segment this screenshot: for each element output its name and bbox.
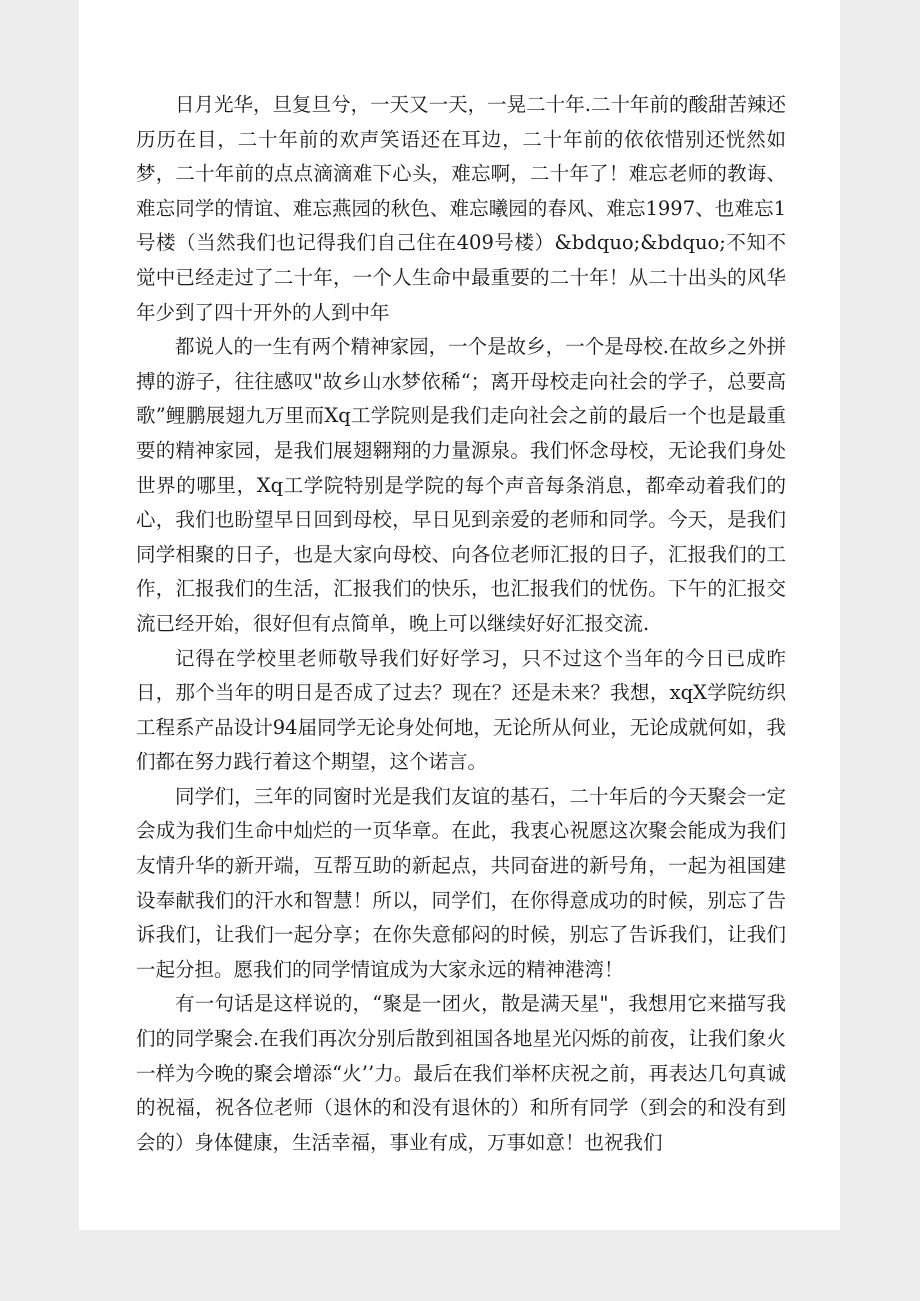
paragraph-5: 有一句话是这样说的，“聚是一团火，散是满天星"，我想用它来描写我们的同学聚会.在我们再次分别后散到祖国各地星光闪烁的前夜，让我们象火一样为今晚的聚会增添“火’’力。最后在我们举杯庆祝之前，再表达几句真诚的祝福，祝各位老师（退休的和没有退休的）和所有同学（到会的和没有到会的）身体健康，生活幸福，事业有成，万事如意！也祝我们 bbox=[136, 992, 786, 1154]
paragraph-4: 同学们，三年的同窗时光是我们友谊的基石，二十年后的今天聚会一定会成为我们生命中灿烂的一页华章。在此，我衷心祝愿这次聚会能成为我们友情升华的新开端，互帮互助的新起点，共同奋进的新号角，一起为祖国建设奉献我们的汗水和智慧！所以，同学们，在你得意成功的时候，别忘了告诉我们，让我们一起分享；在你失意郁闷的时候，别忘了告诉我们，让我们一起分担。愿我们的同学情谊成为大家永远的精神港湾！ bbox=[136, 784, 786, 981]
paragraph-3: 记得在学校里老师敬导我们好好学习，只不过这个当年的今日已成昨日，那个当年的明日是否成了过去？现在？还是未来？我想，xqX学院纺织工程系产品设计94届同学无论身处何地，无论所从何业，无论成就何如，我们都在努力践行着这个期望，这个诺言。 bbox=[136, 646, 786, 774]
document-page bbox=[79, 0, 840, 1230]
document-body bbox=[136, 88, 786, 1160]
paragraph-2: 都说人的一生有两个精神家园，一个是故乡，一个是母校.在故乡之外拼搏的游子，往往感叹"故乡山水梦依稀“；离开母校走向社会的学子，总要高歌”鲤鹏展翅九万里而Xq工学院则是我们走向社会之前的最后一个也是最重要的精神家园，是我们展翅翱翔的力量源泉。我们怀念母校，无论我们身处世界的哪里，Xq工学院特别是学院的每个声音每条消息，都牵动着我们的心，我们也盼望早日回到母校，早日见到亲爱的老师和同学。今天，是我们同学相聚的日子，也是大家向母校、向各位老师汇报的日子，汇报我们的工作，汇报我们的生活，汇报我们的快乐，也汇报我们的忧伤。下午的汇报交流已经开始，很好但有点简单，晚上可以继续好好汇报交流. bbox=[136, 335, 786, 635]
paragraph-1: 日月光华，旦复旦兮，一天又一天，一晃二十年.二十年前的酸甜苦辣还历历在目，二十年前的欢声笑语还在耳边，二十年前的依依惜别还恍然如梦，二十年前的点点滴滴难下心头，难忘啊，二十年了！难忘老师的教诲、难忘同学的情谊、难忘燕园的秋色、难忘曦园的春风、难忘1997、也难忘1号楼（当然我们也记得我们自己住在409号楼）&bdquo;&bdquo;不知不觉中已经走过了二十年，一个人生命中最重要的二十年！从二十出头的风华年少到了四十开外的人到中年 bbox=[136, 93, 786, 324]
